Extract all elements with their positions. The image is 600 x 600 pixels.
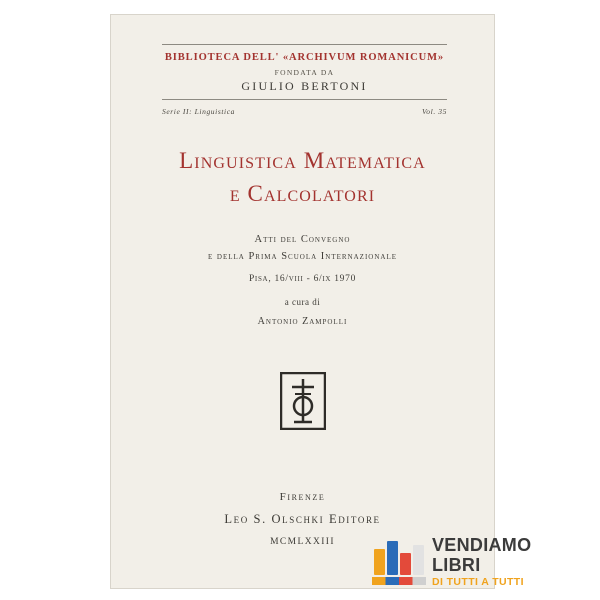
imprint-publisher: Leo S. Olschki Editore: [224, 512, 381, 526]
founder-name: GIULIO BERTONI: [241, 79, 368, 93]
founded-label: FONDATA DA: [274, 68, 335, 77]
olschki-device-icon: [280, 372, 326, 430]
series-line: Serie II: Linguistica: [162, 107, 236, 116]
watermark-text: [432, 535, 531, 589]
subtitle-line-2: e della Prima Scuola Internazionale: [208, 250, 397, 262]
watermark-line-2: LIBRI: [432, 555, 481, 576]
book-cover-inner: [110, 14, 495, 589]
watermark-badge: [372, 534, 592, 590]
book-title-line-1: Linguistica Matematica: [179, 148, 426, 173]
book-cover: [110, 14, 495, 589]
volume-line: Vol. 35: [421, 107, 447, 116]
series-header-box: [162, 44, 447, 100]
watermark-line-3: DI TUTTI A TUTTI: [432, 576, 524, 589]
imprint-city: Firenze: [279, 491, 326, 503]
books-shelf-bar: [372, 577, 426, 585]
series-volume-row: [162, 107, 447, 116]
series-title: BIBLIOTECA DELL' «ARCHIVUM ROMANICUM»: [164, 52, 445, 63]
book-spine-grey: [413, 545, 424, 575]
book-subtitle: [110, 232, 495, 284]
books-icon: [372, 539, 426, 585]
imprint-year: MCMLXXIII: [270, 537, 335, 547]
book-title-line-2: e Calcolatori: [229, 181, 376, 207]
subtitle-line-1: Atti del Convegno: [254, 234, 351, 245]
book-spine-orange: [374, 549, 385, 575]
book-spine-red: [400, 553, 411, 575]
editor-name: Antonio Zampolli: [257, 316, 348, 327]
conference-place-date: Pisa, 16/viii - 6/ix 1970: [248, 273, 357, 284]
book-spine-blue: [387, 541, 398, 575]
watermark-line-1: VENDIAMO: [432, 534, 532, 555]
editor-credit: [110, 297, 495, 327]
editor-label: a cura di: [284, 297, 321, 307]
book-title: [110, 144, 495, 211]
